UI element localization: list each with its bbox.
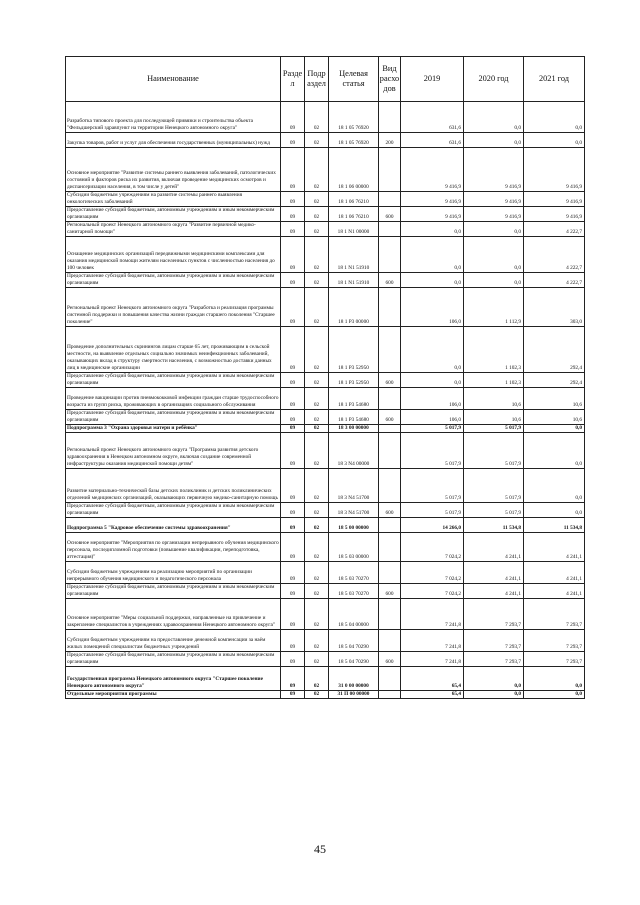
row-value-2020: 9 416,9 [464, 192, 524, 207]
row-value-2020: 4 241,1 [464, 562, 524, 584]
row-name: Субсидии бюджетным учреждениям на развитие системы раннего выявления онкологических заболеваний [66, 192, 281, 207]
row-podrazdel: 02 [305, 237, 329, 273]
table-row [66, 192, 585, 207]
table-row [66, 533, 585, 562]
row-target-article: 18 5 03 00000 [329, 533, 379, 562]
table-row [66, 133, 585, 148]
row-value-2019: 7 024,2 [401, 533, 464, 562]
row-expense-type [379, 599, 401, 630]
row-value-2020: 4 241,1 [464, 584, 524, 599]
table-row [66, 691, 585, 699]
row-podrazdel: 02 [305, 630, 329, 652]
row-target-article: 18 5 04 70290 [329, 630, 379, 652]
row-value-2019: 0,0 [401, 327, 464, 373]
row-value-2021: 0,0 [524, 425, 585, 433]
row-podrazdel: 02 [305, 469, 329, 503]
row-target-article: 18 3 N4 51700 [329, 469, 379, 503]
row-value-2019: 9 416,9 [401, 192, 464, 207]
row-razdel: 09 [281, 222, 305, 237]
row-expense-type: 600 [379, 652, 401, 667]
row-value-2019: 106,0 [401, 410, 464, 425]
row-podrazdel: 02 [305, 388, 329, 410]
row-value-2020: 1 102,3 [464, 327, 524, 373]
table-row [66, 503, 585, 518]
row-value-2021: 9 416,9 [524, 148, 585, 192]
row-value-2019: 7 241,8 [401, 630, 464, 652]
row-value-2020: 4 241,1 [464, 533, 524, 562]
row-target-article: 18 1 05 76920 [329, 102, 379, 133]
row-podrazdel: 02 [305, 222, 329, 237]
row-value-2021: 10,6 [524, 410, 585, 425]
row-expense-type: 600 [379, 373, 401, 388]
row-name: Предоставление субсидий бюджетным, автономным учреждениям и иным некоммерческим организациям [66, 584, 281, 599]
row-value-2019: 5 017,9 [401, 503, 464, 518]
row-razdel: 09 [281, 433, 305, 469]
row-expense-type [379, 518, 401, 533]
row-value-2021: 9 416,9 [524, 207, 585, 222]
row-expense-type [379, 667, 401, 691]
row-name: Субсидии бюджетным учреждениям на реализацию мероприятий по организации непрерывного обучения медицинского и педагогического персонала [66, 562, 281, 584]
table-row [66, 652, 585, 667]
row-value-2021: 0,0 [524, 667, 585, 691]
table-row [66, 518, 585, 533]
row-value-2020: 0,0 [464, 102, 524, 133]
row-value-2020: 1 102,3 [464, 373, 524, 388]
table-row [66, 222, 585, 237]
row-value-2021: 0,0 [524, 469, 585, 503]
row-value-2021: 7 293,7 [524, 630, 585, 652]
row-value-2020: 7 293,7 [464, 652, 524, 667]
row-podrazdel: 02 [305, 288, 329, 327]
table-row [66, 599, 585, 630]
row-target-article: 18 1 P3 52950 [329, 327, 379, 373]
row-value-2021: 292,4 [524, 327, 585, 373]
row-value-2020: 9 416,9 [464, 207, 524, 222]
row-podrazdel: 02 [305, 102, 329, 133]
row-podrazdel: 02 [305, 373, 329, 388]
row-target-article: 18 1 06 76210 [329, 192, 379, 207]
header-name: Наименование [66, 57, 281, 102]
table-row [66, 388, 585, 410]
row-value-2019: 631,6 [401, 102, 464, 133]
row-value-2020: 5 017,9 [464, 425, 524, 433]
row-razdel: 09 [281, 273, 305, 288]
row-value-2020: 0,0 [464, 691, 524, 699]
row-value-2021: 4 222,7 [524, 222, 585, 237]
table-row [66, 373, 585, 388]
header-razdel: Разде л [281, 57, 305, 102]
table-row [66, 237, 585, 273]
row-razdel: 09 [281, 148, 305, 192]
row-podrazdel: 02 [305, 425, 329, 433]
row-podrazdel: 02 [305, 667, 329, 691]
row-razdel: 09 [281, 599, 305, 630]
row-value-2021: 10,6 [524, 388, 585, 410]
row-name: Предоставление субсидий бюджетным, автономным учреждениям и иным некоммерческим организациям [66, 207, 281, 222]
row-value-2021: 4 241,1 [524, 533, 585, 562]
row-value-2019: 0,0 [401, 273, 464, 288]
row-target-article: 18 1 P3 00000 [329, 288, 379, 327]
row-value-2019: 0,0 [401, 373, 464, 388]
row-podrazdel: 02 [305, 207, 329, 222]
row-name: Разработка типового проекта для последующей привязки и строительства объекта "Фельдшерский здравпункт на территории Ненецкого автономного округа" [66, 102, 281, 133]
row-name: Закупка товаров, работ и услуг для обеспечения государственных (муниципальных) нужд [66, 133, 281, 148]
row-expense-type [379, 630, 401, 652]
row-razdel: 09 [281, 237, 305, 273]
row-value-2020: 10,6 [464, 410, 524, 425]
row-value-2020: 0,0 [464, 667, 524, 691]
table-row [66, 425, 585, 433]
row-expense-type [379, 388, 401, 410]
row-razdel: 09 [281, 562, 305, 584]
row-value-2019: 5 017,9 [401, 425, 464, 433]
row-name: Развитие материально-технической базы детских поликлиник и детских поликлинических отделений медицинских организаций, оказывающих первичную медико-санитарную помощь [66, 469, 281, 503]
row-target-article: 18 1 P3 52950 [329, 373, 379, 388]
table-row [66, 630, 585, 652]
row-name: Подпрограмма 3 "Охрана здоровья матери и ребёнка" [66, 425, 281, 433]
row-name: Предоставление субсидий бюджетным, автономным учреждениям и иным некоммерческим организациям [66, 410, 281, 425]
row-value-2019: 106,0 [401, 388, 464, 410]
row-podrazdel: 02 [305, 562, 329, 584]
row-podrazdel: 02 [305, 518, 329, 533]
row-name: Основное мероприятие "Мероприятия по организации непрерывного обучения медицинского персонала, последипломной подготовки (повышение квалификации, переподготовка, аттестация)" [66, 533, 281, 562]
row-target-article: 18 3 N4 00000 [329, 433, 379, 469]
row-value-2021: 9 416,9 [524, 192, 585, 207]
row-razdel: 09 [281, 288, 305, 327]
row-value-2019: 106,0 [401, 288, 464, 327]
table-row [66, 433, 585, 469]
row-value-2019: 7 241,8 [401, 599, 464, 630]
row-target-article: 31 0 00 00000 [329, 667, 379, 691]
row-expense-type [379, 533, 401, 562]
row-value-2021: 4 241,1 [524, 562, 585, 584]
row-expense-type: 600 [379, 503, 401, 518]
header-target-article: Целевая статья [329, 57, 379, 102]
row-target-article: 18 1 N1 51910 [329, 237, 379, 273]
table-row [66, 327, 585, 373]
row-value-2019: 5 017,9 [401, 469, 464, 503]
row-value-2020: 11 534,8 [464, 518, 524, 533]
row-value-2021: 0,0 [524, 133, 585, 148]
header-2021: 2021 год [524, 57, 585, 102]
row-name: Региональный проект Ненецкого автономного округа "Развитие первичной медико-санитарной помощи" [66, 222, 281, 237]
row-value-2019: 65,4 [401, 667, 464, 691]
row-razdel: 09 [281, 584, 305, 599]
row-expense-type [379, 237, 401, 273]
row-razdel: 09 [281, 691, 305, 699]
row-value-2020: 5 017,9 [464, 433, 524, 469]
row-podrazdel: 02 [305, 533, 329, 562]
budget-table [65, 56, 585, 699]
row-expense-type: 600 [379, 273, 401, 288]
row-expense-type: 600 [379, 410, 401, 425]
row-podrazdel: 02 [305, 148, 329, 192]
row-razdel: 09 [281, 373, 305, 388]
row-name: Предоставление субсидий бюджетным, автономным учреждениям и иным некоммерческим организациям [66, 652, 281, 667]
row-expense-type [379, 148, 401, 192]
row-expense-type [379, 562, 401, 584]
row-target-article: 18 5 03 70270 [329, 562, 379, 584]
row-target-article: 18 1 N1 00000 [329, 222, 379, 237]
row-target-article: 18 1 05 76920 [329, 133, 379, 148]
row-podrazdel: 02 [305, 433, 329, 469]
row-value-2019: 631,6 [401, 133, 464, 148]
row-podrazdel: 02 [305, 652, 329, 667]
row-razdel: 09 [281, 425, 305, 433]
row-target-article: 31 П 00 00000 [329, 691, 379, 699]
table-row [66, 410, 585, 425]
header-podrazdel: Подр аздел [305, 57, 329, 102]
row-name: Субсидии бюджетным учреждениям на предоставление денежной компенсации за наём жилых помещений специалистам бюджетных учреждений [66, 630, 281, 652]
row-value-2020: 7 293,7 [464, 599, 524, 630]
row-podrazdel: 02 [305, 503, 329, 518]
page-number: 45 [314, 842, 326, 856]
row-value-2021: 0,0 [524, 503, 585, 518]
row-value-2019: 7 024,2 [401, 562, 464, 584]
row-value-2020: 1 112,9 [464, 288, 524, 327]
row-target-article: 18 1 P3 54680 [329, 410, 379, 425]
row-value-2020: 7 293,7 [464, 630, 524, 652]
table-row [66, 288, 585, 327]
row-razdel: 09 [281, 102, 305, 133]
header-2020: 2020 год [464, 57, 524, 102]
row-target-article: 18 5 04 70290 [329, 652, 379, 667]
row-value-2019: 0,0 [401, 222, 464, 237]
row-target-article: 18 1 06 00000 [329, 148, 379, 192]
row-value-2019: 0,0 [401, 237, 464, 273]
row-razdel: 09 [281, 469, 305, 503]
row-name: Проведение дополнительных скринингов лицам старше 65 лет, проживающим в сельской местности, на выявление отдельных социально значимых неинфекционных заболеваний, оказывающих вклад в структуру смертности населения, с возможностью доставки данных лиц в медицинские организации [66, 327, 281, 373]
row-target-article: 18 1 06 76210 [329, 207, 379, 222]
table-row [66, 667, 585, 691]
row-value-2020: 0,0 [464, 273, 524, 288]
row-expense-type: 600 [379, 584, 401, 599]
row-name: Отдельные мероприятия программы [66, 691, 281, 699]
row-value-2021: 303,0 [524, 288, 585, 327]
row-name: Предоставление субсидий бюджетным, автономным учреждениям и иным некоммерческим организациям [66, 373, 281, 388]
row-value-2020: 0,0 [464, 133, 524, 148]
row-expense-type [379, 192, 401, 207]
header-expense-type: Вид расхо дов [379, 57, 401, 102]
row-value-2019: 9 416,9 [401, 207, 464, 222]
row-target-article: 18 5 03 70270 [329, 584, 379, 599]
row-podrazdel: 02 [305, 584, 329, 599]
row-podrazdel: 02 [305, 133, 329, 148]
row-podrazdel: 02 [305, 410, 329, 425]
row-name: Подпрограмма 5 "Кадровое обеспечение системы здравоохранения" [66, 518, 281, 533]
row-expense-type [379, 425, 401, 433]
row-name: Региональный проект Ненецкого автономного округа "Программа развития детского здравоохранения в Ненецком автономном округе, включая создание современной инфраструктуры оказания медицинской помощи детям" [66, 433, 281, 469]
row-razdel: 09 [281, 207, 305, 222]
row-value-2020: 0,0 [464, 237, 524, 273]
table-row [66, 148, 585, 192]
row-value-2021: 0,0 [524, 433, 585, 469]
row-value-2019: 9 416,9 [401, 148, 464, 192]
row-name: Предоставление субсидий бюджетным, автономным учреждениям и иным некоммерческим организациям [66, 273, 281, 288]
row-value-2019: 7 024,2 [401, 584, 464, 599]
row-razdel: 09 [281, 630, 305, 652]
row-target-article: 18 3 N4 51700 [329, 503, 379, 518]
table-body [66, 102, 585, 699]
row-expense-type [379, 102, 401, 133]
row-razdel: 09 [281, 410, 305, 425]
table-row [66, 273, 585, 288]
row-razdel: 09 [281, 667, 305, 691]
row-expense-type [379, 469, 401, 503]
row-value-2019: 5 017,9 [401, 433, 464, 469]
row-name: Оснащение медицинских организаций передвижными медицинскими комплексами для оказания медицинской помощи жителям населенных пунктов с численностью населения до 100 человек [66, 237, 281, 273]
table-row [66, 207, 585, 222]
row-value-2019: 65,4 [401, 691, 464, 699]
row-value-2021: 4 222,7 [524, 237, 585, 273]
row-name: Основное мероприятие "Развитие системы раннего выявления заболеваний, патологических состояний и факторов риска их развития, включая проведение медицинских осмотров и диспансеризации населения, в том числе у детей" [66, 148, 281, 192]
row-podrazdel: 02 [305, 273, 329, 288]
row-expense-type [379, 222, 401, 237]
row-target-article: 18 3 00 00000 [329, 425, 379, 433]
row-razdel: 09 [281, 503, 305, 518]
table-header-row [66, 57, 585, 102]
row-expense-type [379, 288, 401, 327]
row-value-2019: 14 266,0 [401, 518, 464, 533]
row-name: Проведение вакцинации против пневмококковой инфекции граждан старше трудоспособного возраста из групп риска, проживающих в организациях социального обслуживания [66, 388, 281, 410]
row-razdel: 09 [281, 518, 305, 533]
row-razdel: 09 [281, 388, 305, 410]
row-value-2021: 4 222,7 [524, 273, 585, 288]
table-row [66, 469, 585, 503]
row-target-article: 18 5 00 00000 [329, 518, 379, 533]
row-value-2021: 4 241,1 [524, 584, 585, 599]
row-target-article: 18 5 04 00000 [329, 599, 379, 630]
row-expense-type: 200 [379, 133, 401, 148]
row-value-2020: 0,0 [464, 222, 524, 237]
row-value-2021: 11 534,8 [524, 518, 585, 533]
row-name: Основное мероприятие "Меры социальной поддержки, направленные на привлечение и закрепление специалистов в учреждениях здравоохранения Ненецкого автономного округа" [66, 599, 281, 630]
row-value-2020: 5 017,9 [464, 469, 524, 503]
row-value-2021: 7 293,7 [524, 652, 585, 667]
row-razdel: 09 [281, 327, 305, 373]
row-razdel: 09 [281, 133, 305, 148]
row-value-2021: 0,0 [524, 102, 585, 133]
row-value-2021: 0,0 [524, 691, 585, 699]
row-podrazdel: 02 [305, 691, 329, 699]
row-razdel: 09 [281, 192, 305, 207]
row-razdel: 09 [281, 652, 305, 667]
row-value-2020: 9 416,9 [464, 148, 524, 192]
row-target-article: 18 1 N1 51910 [329, 273, 379, 288]
row-name: Государственная программа Ненецкого автономного округа "Старшее поколение Ненецкого автономного округа" [66, 667, 281, 691]
row-podrazdel: 02 [305, 327, 329, 373]
row-expense-type [379, 327, 401, 373]
table-row [66, 102, 585, 133]
row-podrazdel: 02 [305, 192, 329, 207]
row-value-2019: 7 241,8 [401, 652, 464, 667]
row-name: Предоставление субсидий бюджетным, автономным учреждениям и иным некоммерческим организациям [66, 503, 281, 518]
row-value-2021: 7 293,7 [524, 599, 585, 630]
row-razdel: 09 [281, 533, 305, 562]
row-name: Региональный проект Ненецкого автономного округа "Разработка и реализация программы системной поддержки и повышения качества жизни граждан старшего поколения "Старшее поколение" [66, 288, 281, 327]
row-expense-type: 600 [379, 207, 401, 222]
row-value-2020: 10,6 [464, 388, 524, 410]
header-2019: 2019 [401, 57, 464, 102]
table-row [66, 584, 585, 599]
row-value-2021: 292,4 [524, 373, 585, 388]
row-podrazdel: 02 [305, 599, 329, 630]
row-target-article: 18 1 P3 54680 [329, 388, 379, 410]
row-expense-type [379, 691, 401, 699]
row-value-2020: 5 017,9 [464, 503, 524, 518]
row-expense-type [379, 433, 401, 469]
table-row [66, 562, 585, 584]
